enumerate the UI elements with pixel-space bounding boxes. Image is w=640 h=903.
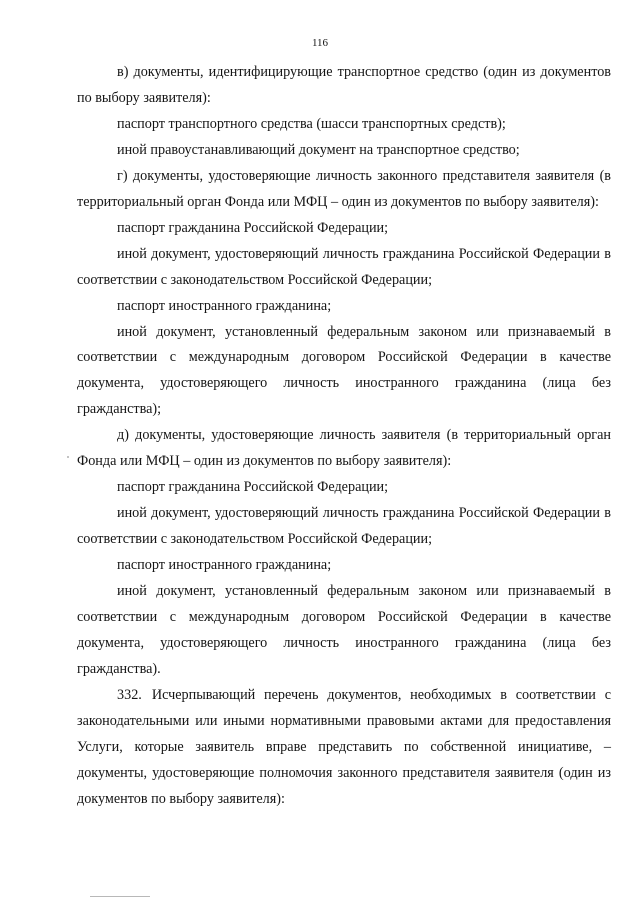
paragraph-other-foreign-identity-document-2: иной документ, установленный федеральным законом или признаваемый в соответствии с международным договором Российской Федерации в качестве документа, удостоверяющего личность иностранного гражданина (лица без гражданства).	[77, 583, 611, 677]
item-number: 332.	[117, 686, 142, 703]
paragraph-other-rf-identity-document: иной документ, удостоверяющий личность гражданина Российской Федерации в соответствии с законодательством Российской Федерации;	[77, 245, 611, 288]
paragraph-other-vehicle-document: иной правоустанавливающий документ на транспортное средство;	[117, 141, 520, 158]
paragraph-other-foreign-identity-document: иной документ, установленный федеральным законом или признаваемый в соответствии с международным договором Российской Федерации в качестве документа, удостоверяющего личность иностранного гражданина (лица без гражданства);	[77, 323, 611, 418]
paragraph-foreign-passport-2: паспорт иностранного гражданина;	[117, 557, 332, 574]
scan-edge-mark	[90, 896, 150, 897]
document-body	[77, 60, 611, 813]
paragraph-rf-passport: паспорт гражданина Российской Федерации;	[117, 219, 389, 236]
paragraph-rf-passport-2: паспорт гражданина Российской Федерации;	[117, 479, 389, 496]
paragraph-item-g: г) документы, удостоверяющие личность законного представителя заявителя (в территориальный орган Фонда или МФЦ – один из документов по выбору заявителя):	[77, 167, 611, 210]
page-number: 116	[311, 37, 329, 49]
item-332-text: Исчерпывающий перечень документов, необходимых в соответствии с законодательными или иными нормативными правовыми актами для предоставления Услуги, которые заявитель вправе представить по собственной инициативе, – документы, удостоверяющие полномочия законного представителя заявителя (один из документов по выбору заявителя):	[77, 686, 611, 807]
paragraph-vehicle-passport: паспорт транспортного средства (шасси транспортных средств);	[117, 115, 506, 132]
paragraph-item-d: д) документы, удостоверяющие личность заявителя (в территориальный орган Фонда или МФЦ – один из документов по выбору заявителя):	[77, 427, 611, 470]
paragraph-item-v: в) документы, идентифицирующие транспортное средство (один из документов по выбору заявителя):	[77, 64, 611, 106]
scan-speck	[67, 456, 69, 458]
paragraph-item-332	[77, 683, 611, 813]
paragraph-other-rf-identity-document-2: иной документ, удостоверяющий личность гражданина Российской Федерации в соответствии с законодательством Российской Федерации;	[77, 505, 611, 548]
paragraph-foreign-passport: паспорт иностранного гражданина;	[117, 297, 332, 314]
